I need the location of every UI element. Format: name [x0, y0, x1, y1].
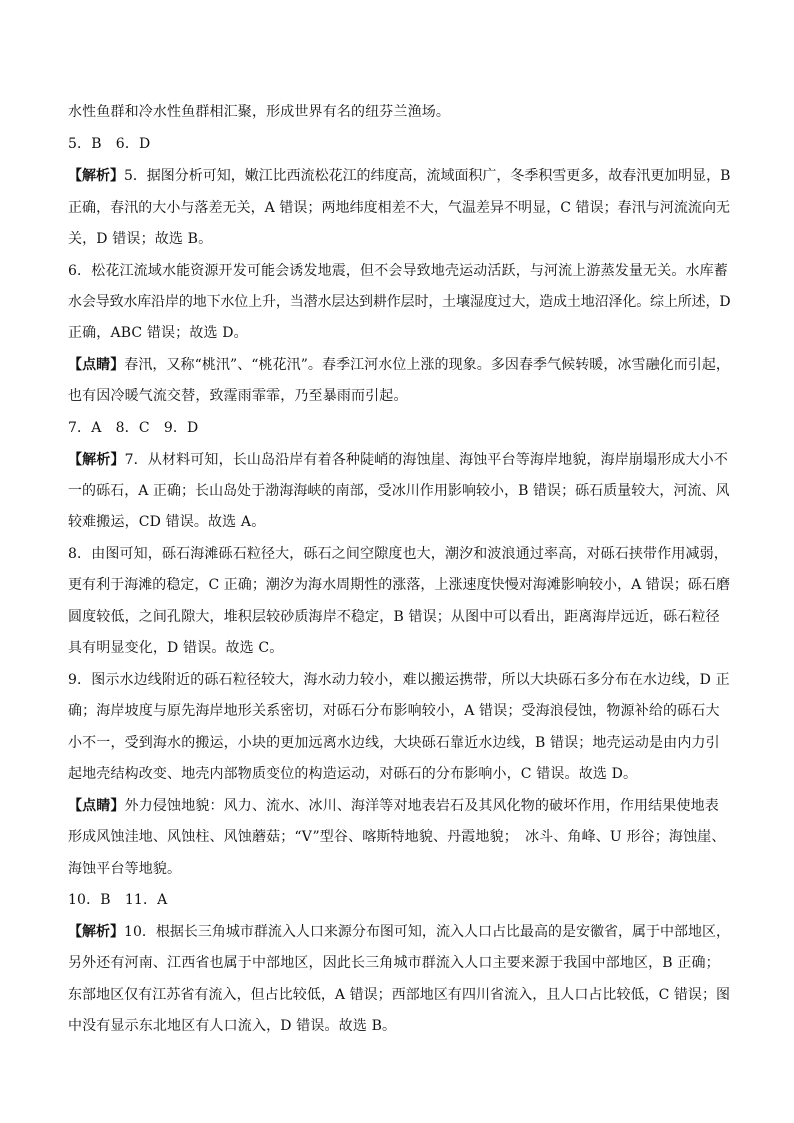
line-text: 5．据图分析可知，嫩江比西流松花江的纬度高，流域面积广，冬季积雪更多，故春汛更加明显，B — [123, 168, 731, 184]
line-text: 中没有显示东北地区有人口流入，D 错误。故选 B。 — [68, 1018, 397, 1034]
text-line — [68, 229, 212, 249]
section-tag: 【解析】 — [68, 924, 125, 940]
line-text: 5．B 6．D — [68, 136, 151, 152]
text-line — [68, 670, 730, 690]
line-text: 也有因冷暖气流交替，致霪雨霏霏，乃至暴雨而引起。 — [68, 388, 408, 404]
line-text: 另外还有河南、江西省也属于中部地区，因此长三角城市群流入人口主要来源于我国中部地区，B 正确； — [68, 955, 720, 971]
line-text: 外力侵蚀地貌：风力、流水、冰川、海洋等对地表岩石及其风化物的破坏作用，作用结果使地表 — [124, 798, 719, 814]
text-line — [68, 355, 730, 375]
line-text: 7．A 8．C 9．D — [68, 420, 199, 436]
section-tag: 【点睛】 — [68, 357, 125, 373]
line-text: 东部地区仅有江苏省有流入，但占比较低，A 错误；西部地区有四川省流入，且人口占比较低，C 错误；图 — [68, 987, 731, 1003]
section-tag: 【点睛】 — [68, 798, 125, 814]
text-line — [68, 418, 198, 438]
text-line — [68, 638, 283, 658]
text-line — [68, 166, 730, 186]
line-text: 确；海岸坡度与原先海岸地形关系密切，对砾石分布影响较小，A 错误；受海浪侵蚀，物源补给的砾石大 — [68, 703, 720, 719]
line-text: 8．由图可知，砾石海滩砾石粒径大，砾石之间空隙度也大，潮汐和波浪通过率高，对砾石挟带作用减弱， — [68, 546, 728, 562]
line-text: 水性鱼群和冷水性鱼群相汇聚，形成世界有名的纽芬兰渔场。 — [68, 104, 451, 120]
line-text: 圆度较低，之间孔隙大，堆积层较砂质海岸不稳定，B 错误；从图中可以看出，距离海岸远近，砾石粒径 — [68, 609, 720, 625]
text-line — [68, 575, 730, 595]
line-text: 一的砾石，A 正确；长山岛处于渤海海峡的南部，受冰川作用影响较小，B 错误；砾石质量较大，河流、风 — [68, 483, 730, 499]
line-text: 海蚀平台等地貌。 — [68, 861, 182, 877]
text-line — [68, 292, 730, 312]
text-line — [68, 701, 720, 721]
line-text: 关，D 错误；故选 B。 — [68, 231, 213, 247]
line-text: 小不一，受到海水的搬运，小块的更加远离水边线，大块砾石靠近水边线，B 错误；地壳运动是由内力引 — [68, 735, 720, 751]
line-text: 7．从材料可知，长山岛沿岸有着各种陡峭的海蚀崖、海蚀平台等海岸地貌，海岸崩塌形成大小不 — [124, 452, 728, 468]
line-text: 起地壳结构改变、地壳内部物质变位的构造运动，对砾石的分布影响小，C 错误。故选 D。 — [68, 766, 638, 782]
text-line — [68, 827, 726, 847]
line-text: 较难搬运，CD 错误。故选 A。 — [68, 514, 266, 530]
text-line — [68, 1016, 396, 1036]
line-text: 正确，ABC 错误；故选 D。 — [68, 325, 248, 341]
line-text: 10．根据长三角城市群流入人口来源分布图可知，流入人口占比最高的是安徽省，属于中部地区， — [124, 924, 731, 940]
text-line — [68, 386, 408, 406]
text-line — [68, 512, 265, 532]
text-line — [68, 796, 719, 816]
text-line — [68, 544, 728, 564]
text-line — [68, 198, 730, 218]
text-line — [68, 102, 450, 122]
text-line — [68, 985, 730, 1005]
text-line — [68, 953, 720, 973]
text-line — [68, 450, 728, 470]
text-line — [68, 859, 181, 879]
line-text: 正确，春汛的大小与落差无关，A 错误；两地纬度相差不大，气温差异不明显，C 错误；春汛与河流流向无 — [68, 200, 731, 216]
text-line — [68, 134, 150, 154]
text-line — [68, 323, 248, 343]
line-text: 形成风蚀洼地、风蚀柱、风蚀蘑菇；“V”型谷、喀斯特地貌、丹霞地貌； 冰斗、角峰、U 形谷；海蚀崖、 — [68, 829, 726, 845]
text-line — [68, 261, 728, 281]
section-tag: 【解析】 — [68, 452, 125, 468]
line-text: 6．松花江流域水能资源开发可能会诱发地震，但不会导致地壳运动活跃，与河流上游蒸发量无关。水库蓄 — [68, 263, 728, 279]
text-line — [68, 922, 730, 942]
text-line — [68, 764, 637, 784]
line-text: 9．图示水边线附近的砾石粒径较大，海水动力较小，难以搬运携带，所以大块砾石多分布在水边线，D 正 — [68, 672, 730, 688]
section-tag: 【解析】 — [68, 168, 124, 184]
text-line — [68, 733, 720, 753]
text-line — [68, 890, 167, 910]
line-text: 春汛，又称“桃汛”、“桃花汛”。春季江河水位上涨的现象。多因春季气候转暖，冰雪融化而引起， — [124, 357, 730, 373]
text-line — [68, 607, 720, 627]
line-text: 更有利于海滩的稳定，C 正确；潮汐为海水周期性的涨落，上涨速度快慢对海滩影响较小，A 错误；砾石磨 — [68, 577, 731, 593]
line-text: 水会导致水库沿岸的地下水位上升，当潜水层达到耕作层时，土壤湿度过大，造成土地沼泽化。综上所述，D — [68, 294, 731, 310]
line-text: 具有明显变化，D 错误。故选 C。 — [68, 640, 284, 656]
line-text: 10．B 11．A — [68, 892, 168, 908]
text-line — [68, 481, 730, 501]
